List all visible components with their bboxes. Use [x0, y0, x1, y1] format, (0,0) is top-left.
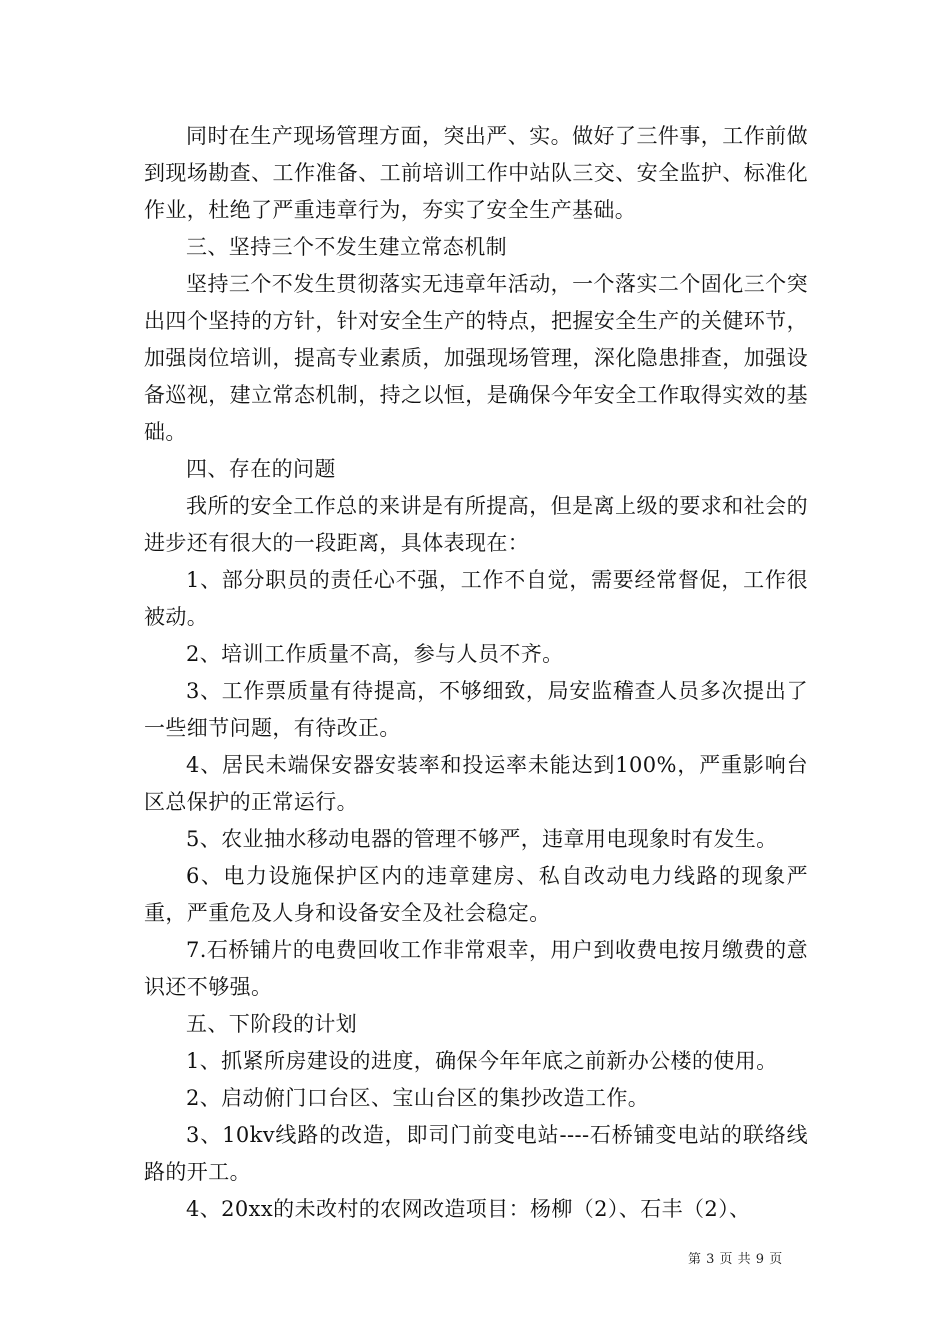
problem-item-6: 6、电力设施保护区内的违章建房、私自改动电力线路的现象严重，严重危及人身和设备安全及社会稳定。 [144, 864, 808, 925]
paragraph-site-management: 同时在生产现场管理方面，突出严、实。做好了三件事，工作前做到现场勘查、工作准备、工前培训工作中站队三交、安全监护、标准化作业，杜绝了严重违章行为，夯实了安全生产基础。 [144, 124, 808, 222]
problem-item-1: 1、部分职员的责任心不强，工作不自觉，需要经常督促，工作很被动。 [144, 568, 808, 629]
problem-item-7: 7.石桥铺片的电费回收工作非常艰幸，用户到收费电按月缴费的意识还不够强。 [144, 938, 808, 999]
paragraph-problems-intro: 我所的安全工作总的来讲是有所提高，但是离上级的要求和社会的进步还有很大的一段距离，具体表现在： [144, 494, 808, 555]
paragraph-three-no-accidents: 坚持三个不发生贯彻落实无违章年活动，一个落实二个固化三个突出四个坚持的方针，针对安全生产的特点，把握安全生产的关健环节，加强岗位培训，提高专业素质，加强现场管理，深化隐患排查，加强设备巡视，建立常态机制，持之以恒，是确保今年安全工作取得实效的基础。 [144, 272, 808, 444]
document-body [144, 118, 808, 1228]
problem-item-5: 5、农业抽水移动电器的管理不够严，违章用电现象时有发生。 [186, 827, 778, 851]
heading-three: 三、坚持三个不发生建立常态机制 [186, 235, 507, 259]
plan-item-2: 2、启动俯门口台区、宝山台区的集抄改造工作。 [186, 1086, 650, 1110]
plan-item-4: 4、20xx的未改村的农网改造项目：杨柳（2）、石丰（2）、 [186, 1197, 751, 1221]
heading-five: 五、下阶段的计划 [186, 1012, 358, 1036]
page-number-indicator: 第 3 页 共 9 页 [688, 1252, 783, 1267]
plan-item-1: 1、抓紧所房建设的进度，确保今年年底之前新办公楼的使用。 [186, 1049, 778, 1073]
plan-item-3: 3、10kv线路的改造，即司门前变电站----石桥铺变电站的联络线路的开工。 [144, 1123, 808, 1184]
heading-four: 四、存在的问题 [186, 457, 336, 481]
problem-item-4: 4、居民未端保安器安装率和投运率未能达到100%，严重影响台区总保护的正常运行。 [144, 753, 808, 814]
problem-item-2: 2、培训工作质量不高，参与人员不齐。 [186, 642, 564, 666]
problem-item-3: 3、工作票质量有待提高，不够细致，局安监稽查人员多次提出了一些细节问题，有待改正。 [144, 679, 808, 740]
